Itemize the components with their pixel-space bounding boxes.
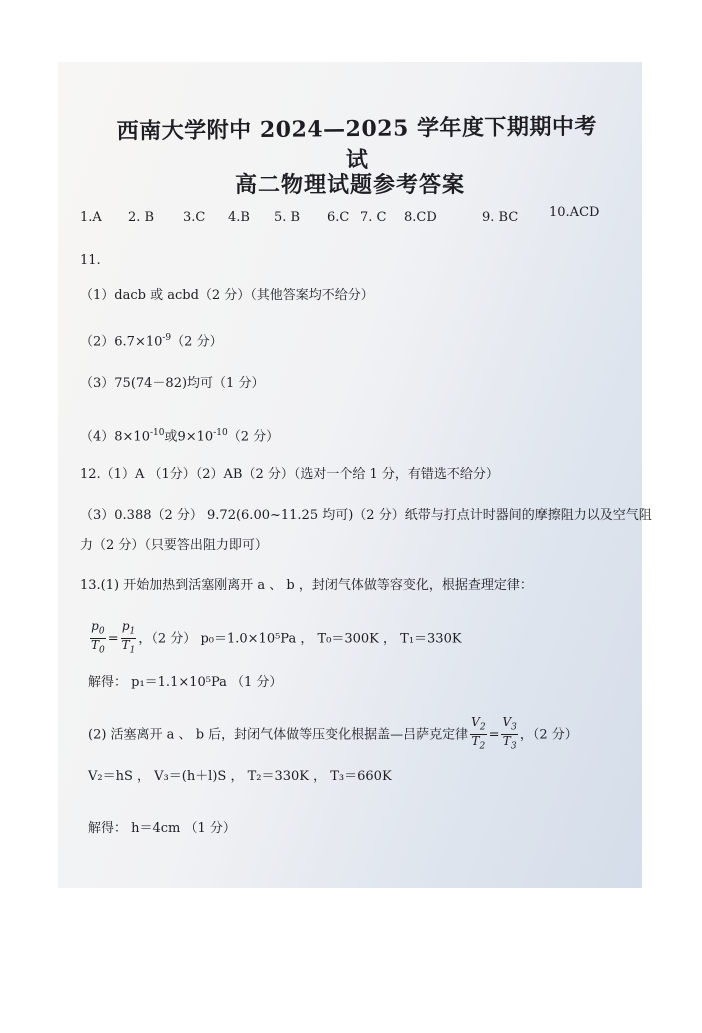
q13-solution1: 解得： p₁＝1.1×10⁵Pa （1 分）	[88, 675, 283, 690]
q13-solution2: 解得： h＝4cm （1 分）	[88, 821, 236, 836]
mc-answer: 1.A	[80, 210, 102, 225]
fraction-v3-over-t3: $\frac{V_3}{T_3}$	[502, 715, 517, 752]
q12-part1: 12.（1）A （1分）（2）AB（2 分）（选对一个给 1 分，有错选不给分）	[80, 467, 499, 482]
q13-part1: 13.(1) 开始加热到活塞刚离开 a 、 b ，封闭气体做等容变化，根据查理定律：	[80, 578, 533, 593]
q13-equation1: $\frac{p_0}{T_0}$ = $\frac{p_1}{T_1}$ ，（2 分） p₀＝1.0×10⁵Pa ， T₀＝300K ， T₁＝330K	[91, 619, 462, 656]
q11-part4: $(4)8\times 10^{-10}$或$9\times 10^{-10}(2$ 分）	[80, 428, 280, 445]
mc-answer: 10.ACD	[549, 205, 600, 220]
mc-answer: 2. B	[128, 210, 155, 225]
mc-answer: 8.CD	[404, 210, 437, 225]
q11-label: 11.	[80, 253, 101, 268]
document-subtitle: 高二物理试题参考答案	[234, 172, 465, 198]
fraction-p0-over-t0: $\frac{p_0}{T_0}$	[91, 619, 105, 656]
fraction-p1-over-t1: $\frac{p_1}{T_1}$	[121, 619, 136, 656]
q12-part2: （3）0.388（2 分） 9.72(6.00~11.25 均可)（2 分）纸带与打点计时器间的摩擦阻力以及空气阻	[80, 508, 652, 523]
document-title: 西南大学附中 2024—2025 学年度下期期中考试	[116, 113, 598, 174]
mc-answer: 6.C	[327, 210, 350, 225]
mc-answer: 4.B	[228, 210, 250, 225]
q11-part1: （1）dacb 或 acbd（2 分）（其他答案均不给分）	[80, 288, 374, 303]
fraction-v2-over-t2: $\frac{V_2}{T_2}$	[471, 715, 486, 752]
q12-part3: 力（2 分）（只要答出阻力即可）	[80, 538, 268, 553]
q13-part2: (2) 活塞离开 a 、 b 后，封闭气体做等压变化根据盖—吕萨克定律 $\frac{V_2}{T_2}$ = $\frac{V_3}{T_3}$ ，（2 分）	[88, 715, 578, 752]
mc-answer: 5. B	[274, 210, 301, 225]
mc-answer: 3.C	[183, 210, 206, 225]
q13-variables: V₂＝hS ， V₃＝(h＋l)S ， T₂＝330K ， T₃＝660K	[88, 769, 392, 784]
q11-part3: （3）75(74－82)均可（1 分）	[80, 376, 265, 391]
q11-part2: $(2)6.7\times 10^{-9}(2$ 分）	[80, 333, 223, 350]
mc-answer: 7. C	[360, 210, 387, 225]
mc-answer: 9. BC	[482, 210, 519, 225]
